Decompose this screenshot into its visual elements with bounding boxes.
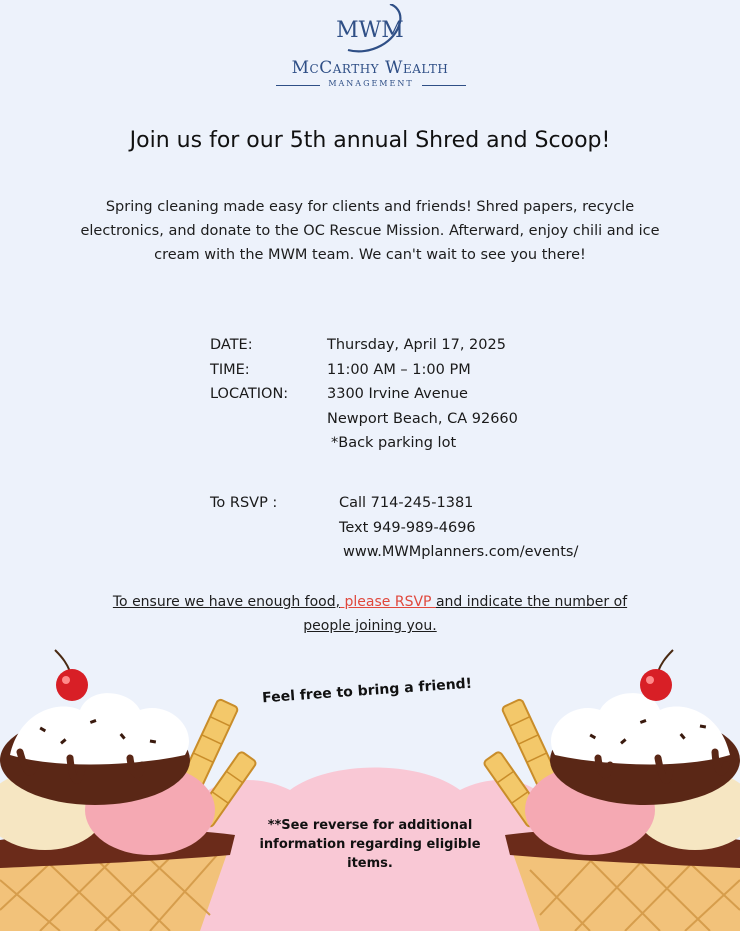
parking-note: *Back parking lot: [331, 435, 457, 451]
logo-name: McCarthy Wealth: [291, 58, 449, 78]
time-value: 11:00 AM – 1:00 PM: [327, 361, 471, 378]
location-label: LOCATION:: [210, 386, 289, 402]
rsvp-call[interactable]: Call 714-245-1381: [339, 495, 474, 511]
address-line-2: Newport Beach, CA 92660: [327, 410, 518, 427]
date-value: Thursday, April 17, 2025: [327, 337, 506, 353]
notice-part-2: and indicate the number of people joining you.: [303, 594, 628, 634]
logo-mark: [330, 4, 410, 58]
notice-part-1: To ensure we have enough food,: [112, 594, 341, 610]
sundae-left-illustration: [0, 640, 260, 931]
logo-sub-row: [276, 79, 466, 91]
rsvp-notice: [95, 590, 645, 638]
please-rsvp-link[interactable]: please RSVP: [340, 594, 436, 610]
address-line-1: 3300 Irvine Avenue: [327, 386, 468, 402]
intro-paragraph: Spring cleaning made easy for clients and friends! Shred papers, recycle electronics, and donate to the OC Rescue Mission. Afterward, enjoy chili and ice cream with the MWM team. We can't wait to see you there!: [80, 199, 660, 263]
rsvp-label: To RSVP :: [210, 495, 278, 511]
time-label: TIME:: [210, 361, 250, 378]
sundae-right-illustration: [480, 640, 740, 931]
logo-rule-right: [422, 85, 466, 86]
logo: [0, 0, 740, 95]
date-label: DATE:: [210, 337, 253, 353]
rsvp-web-link[interactable]: www.MWMplanners.com/events/: [343, 544, 579, 560]
logo-sub: MANAGEMENT: [328, 79, 414, 88]
bring-friend-text: Feel free to bring a friend!: [261, 675, 473, 707]
see-reverse-note: **See reverse for additional information regarding eligible items.: [259, 818, 481, 871]
logo-monogram: MWM: [336, 18, 404, 43]
headline: Join us for our 5th annual Shred and Scoop!: [129, 128, 611, 153]
rsvp-text[interactable]: Text 949-989-4696: [339, 519, 476, 536]
